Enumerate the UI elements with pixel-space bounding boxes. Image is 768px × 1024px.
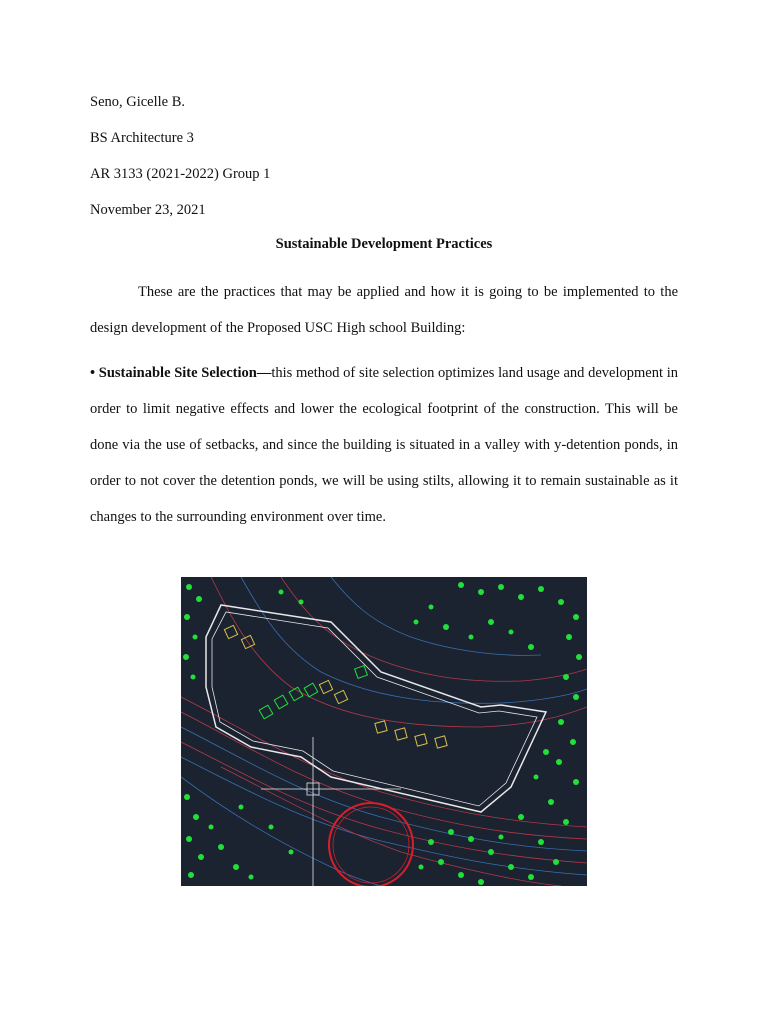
practice-heading: Sustainable Site Selection— bbox=[98, 365, 272, 381]
document-title: Sustainable Development Practices bbox=[275, 236, 493, 252]
practice-body: this method of site selection optimizes land usage and development in order to limit negative effects and lower the ecological footprint of the construction. This will be done via the use of setbacks, and since the building is situated in a valley with y-detention ponds, in order to not cover the detention ponds, we will be using stilts, allowing it to remain sustainable as it changes to the surrounding environment over time. bbox=[90, 365, 678, 525]
course: AR 3133 (2021-2022) Group 1 bbox=[90, 166, 271, 182]
site-plan-image bbox=[181, 577, 587, 886]
bullet-glyph: • bbox=[90, 365, 96, 381]
author-name: Seno, Gicelle B. bbox=[90, 94, 186, 110]
site-plan-drawing bbox=[181, 577, 587, 886]
program: BS Architecture 3 bbox=[90, 130, 194, 146]
intro-text: These are the practices that may be applied and how it is going to be implemented to the design development of the Proposed USC High school Building: bbox=[90, 284, 678, 336]
date: November 23, 2021 bbox=[90, 202, 206, 218]
practice-paragraph bbox=[90, 355, 678, 535]
intro-paragraph bbox=[90, 274, 678, 346]
